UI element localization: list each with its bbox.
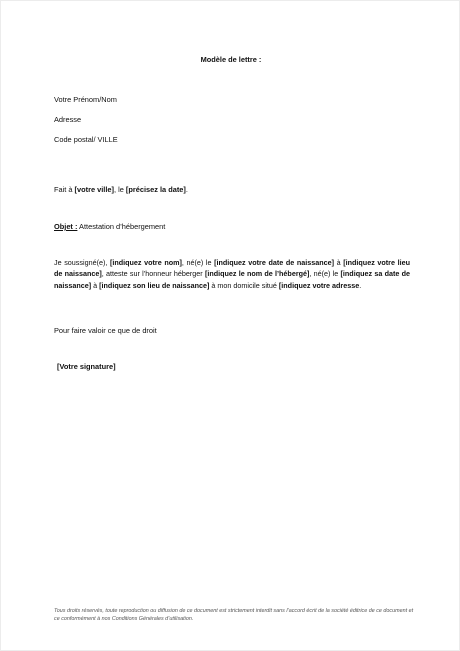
body-text: à mon domicile situé bbox=[209, 280, 279, 290]
body-text: , né(e) le bbox=[181, 258, 215, 267]
sender-address: Adresse bbox=[54, 115, 82, 124]
body-text: , né(e) le bbox=[309, 269, 341, 279]
place-date-end: . bbox=[185, 185, 188, 194]
place-date-separator: , le bbox=[113, 185, 126, 194]
place-date-line bbox=[54, 185, 188, 195]
body-paragraph bbox=[54, 257, 410, 291]
body-text: à bbox=[91, 280, 100, 290]
sender-name: Votre Prénom/Nom bbox=[54, 95, 117, 104]
placeholder-guest-birthdate: [indiquez sa date de naissance] bbox=[54, 269, 410, 290]
document-title: Modèle de lettre : bbox=[200, 55, 262, 64]
body-text: . bbox=[359, 280, 362, 290]
placeholder-your-address: [indiquez votre adresse bbox=[278, 280, 360, 290]
footer-disclaimer: Tous droits réservés, toute reproduction ou diffusion de ce document est strictement interdit sans l’accord écrit de la société éditrice de ce document et ce conformément à nos Conditions Générales d’utilisation. bbox=[54, 608, 414, 623]
city-placeholder: [votre ville] bbox=[74, 185, 114, 194]
placeholder-guest-birthplace: [indiquez son lieu de naissance] bbox=[99, 280, 210, 290]
body-text: , atteste sur l’honneur héberger bbox=[101, 269, 205, 279]
closing-line: Pour faire valoir ce que de droit bbox=[54, 326, 157, 335]
placeholder-your-birthdate: [indiquez votre date de naissance] bbox=[214, 258, 335, 267]
placeholder-guest-name: [indiquez le nom de l’hébergé] bbox=[204, 269, 310, 279]
placeholder-your-birthplace: [indiquez votre lieu de naissance] bbox=[54, 258, 410, 279]
place-date-prefix: Fait à bbox=[54, 185, 75, 194]
objet-line bbox=[54, 222, 165, 232]
date-placeholder: [précisez la date] bbox=[125, 185, 186, 194]
sender-city: Code postal/ VILLE bbox=[54, 135, 118, 144]
objet-text: Attestation d’hébergement bbox=[77, 222, 166, 231]
placeholder-your-name: [indiquez votre nom] bbox=[109, 258, 182, 267]
signature-placeholder: [Votre signature] bbox=[57, 362, 116, 371]
body-text: à bbox=[334, 258, 344, 267]
body-text: Je soussigné(e), bbox=[54, 258, 110, 267]
objet-label: Objet : bbox=[54, 222, 78, 231]
